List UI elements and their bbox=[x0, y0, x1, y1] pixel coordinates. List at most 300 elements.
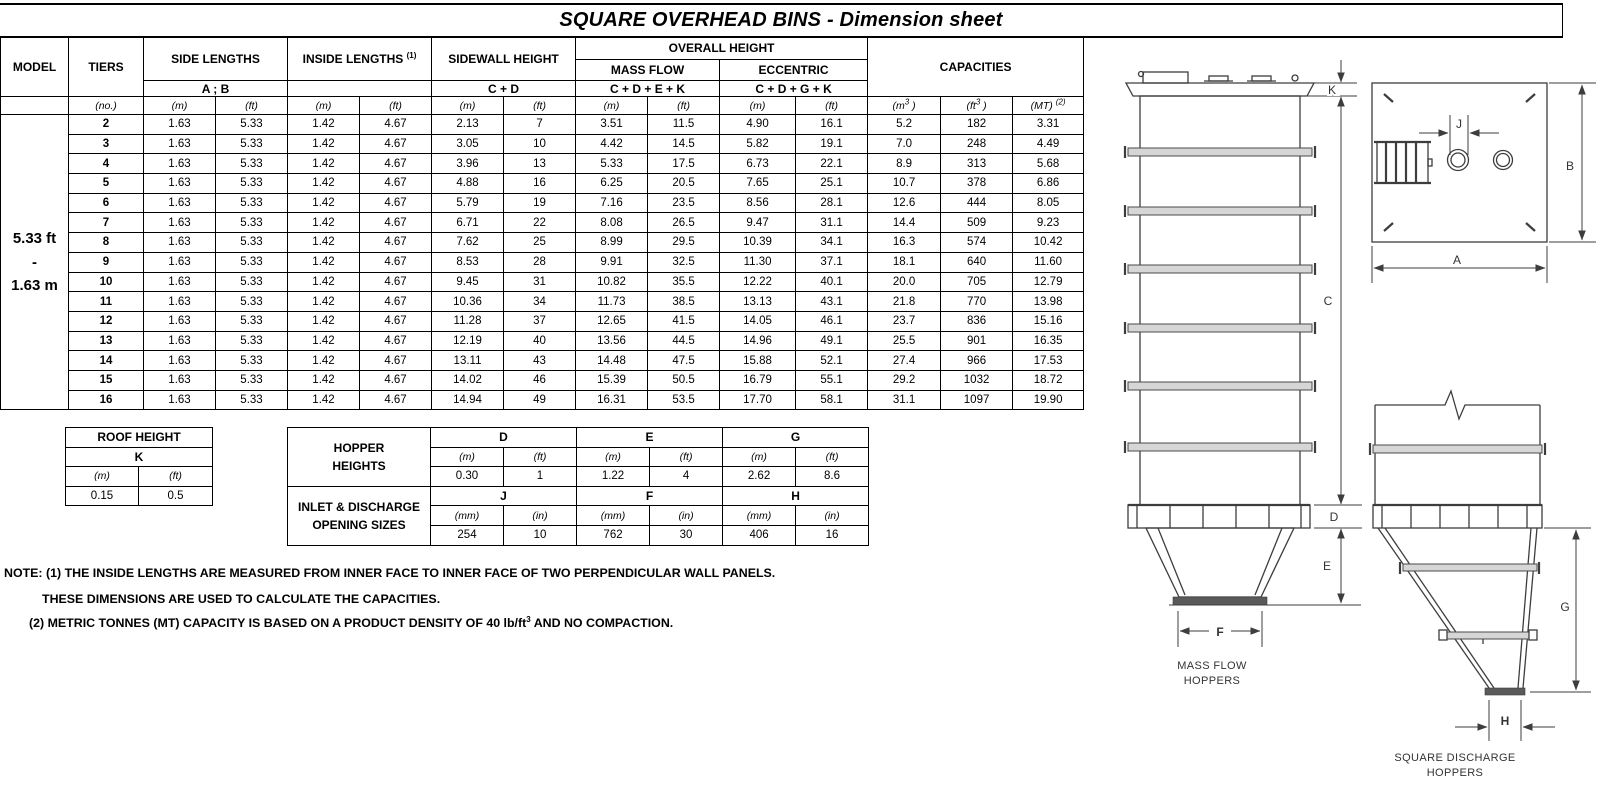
roof-cap-icon bbox=[1292, 75, 1298, 81]
roof-band bbox=[1126, 83, 1314, 96]
dimension-row bbox=[1, 134, 1084, 154]
cell-tiers: 16 bbox=[69, 390, 144, 410]
cell-value: 10.7 bbox=[868, 174, 941, 194]
hopper-symbol-D: D bbox=[431, 428, 577, 448]
sub-header-mass-flow: C + D + E + K bbox=[576, 81, 720, 97]
mass-flow-caption bbox=[1177, 660, 1247, 687]
dim-label-D: D bbox=[1329, 510, 1339, 524]
col-header-overall-height: OVERALL HEIGHT bbox=[576, 37, 868, 60]
cell-value: 14.48 bbox=[576, 351, 648, 371]
unit-cell: (ft) bbox=[360, 97, 432, 115]
cell-value: 1.42 bbox=[288, 193, 360, 213]
cell-value: 5.2 bbox=[868, 115, 941, 135]
cell-value: 1.63 bbox=[144, 213, 216, 233]
cell-value: 5.33 bbox=[216, 311, 288, 331]
sub-header-sidewall: C + D bbox=[432, 81, 576, 97]
cell-value: 22 bbox=[504, 213, 576, 233]
cell-value: 10 bbox=[504, 134, 576, 154]
unit-cell: (m) bbox=[576, 97, 648, 115]
cell-value: 1.63 bbox=[144, 390, 216, 410]
cell-value: 901 bbox=[941, 331, 1013, 351]
svg-text:HOPPERS: HOPPERS bbox=[1426, 767, 1484, 779]
cell-value: 6.86 bbox=[1013, 174, 1084, 194]
cell-value: 509 bbox=[941, 213, 1013, 233]
cell-value: 5.33 bbox=[216, 272, 288, 292]
cell-value: 11.28 bbox=[432, 311, 504, 331]
cell-value: 378 bbox=[941, 174, 1013, 194]
sub-header-eccentric: C + D + G + K bbox=[720, 81, 868, 97]
roof-vent-icon bbox=[1247, 76, 1276, 81]
cell-tiers: 2 bbox=[69, 115, 144, 135]
cell-value: 5.33 bbox=[216, 233, 288, 253]
unit-cell-model bbox=[1, 97, 69, 115]
cell-value: 41.5 bbox=[648, 311, 720, 331]
dimension-table bbox=[0, 36, 1084, 410]
opening-value: 406 bbox=[723, 525, 796, 545]
roof-value-ft: 0.5 bbox=[139, 486, 213, 506]
cell-value: 1.63 bbox=[144, 311, 216, 331]
hopper-unit: (ft) bbox=[650, 447, 723, 467]
dimension-D bbox=[1314, 505, 1362, 528]
cell-value: 1.42 bbox=[288, 311, 360, 331]
opening-sizes-label: INLET & DISCHARGE OPENING SIZES bbox=[288, 486, 431, 545]
cell-value: 19.90 bbox=[1013, 390, 1084, 410]
cell-value: 14.5 bbox=[648, 134, 720, 154]
eccentric-hopper bbox=[1378, 528, 1539, 695]
cell-value: 3.96 bbox=[432, 154, 504, 174]
cell-value: 12.22 bbox=[720, 272, 796, 292]
opening-unit: (in) bbox=[504, 506, 577, 526]
hopper-stiffener bbox=[1400, 562, 1539, 574]
svg-text:HOPPERS: HOPPERS bbox=[1183, 675, 1241, 687]
cell-value: 2.13 bbox=[432, 115, 504, 135]
inlet-opening-icon bbox=[1448, 150, 1469, 171]
dimension-E bbox=[1169, 529, 1361, 605]
cell-value: 23.7 bbox=[868, 311, 941, 331]
opening-value: 254 bbox=[431, 525, 504, 545]
cell-value: 16 bbox=[504, 174, 576, 194]
model-range-cell: 5.33 ft - 1.63 m bbox=[1, 115, 69, 410]
cell-value: 16.35 bbox=[1013, 331, 1084, 351]
cell-value: 28.1 bbox=[796, 193, 868, 213]
cell-value: 1.63 bbox=[144, 134, 216, 154]
hopper-unit: (m) bbox=[577, 447, 650, 467]
cell-value: 4.49 bbox=[1013, 134, 1084, 154]
svg-text:MASS FLOW: MASS FLOW bbox=[1177, 660, 1247, 672]
dimension-table-head bbox=[1, 37, 1084, 115]
cell-value: 1.63 bbox=[144, 115, 216, 135]
cell-value: 248 bbox=[941, 134, 1013, 154]
sub-header-inside-lengths bbox=[288, 81, 432, 97]
dimension-row bbox=[1, 311, 1084, 331]
cell-value: 13.56 bbox=[576, 331, 648, 351]
cell-value: 1.42 bbox=[288, 292, 360, 312]
note-3: (2) METRIC TONNES (MT) CAPACITY IS BASED ON A PRODUCT DENSITY OF 40 $lb/ft^3$ AND NO COMPACTION. bbox=[29, 614, 674, 630]
cell-value: 1.42 bbox=[288, 351, 360, 371]
cell-value: 444 bbox=[941, 193, 1013, 213]
cell-value: 7.65 bbox=[720, 174, 796, 194]
dimension-row bbox=[1, 351, 1084, 371]
unit-cell: (no.) bbox=[69, 97, 144, 115]
cell-value: 14.94 bbox=[432, 390, 504, 410]
discharge-caption bbox=[1394, 752, 1515, 779]
col-header-mass-flow: MASS FLOW bbox=[576, 60, 720, 81]
cell-value: 5.33 bbox=[216, 292, 288, 312]
cell-value: 1097 bbox=[941, 390, 1013, 410]
cell-value: 1.63 bbox=[144, 370, 216, 390]
cell-value: 14.96 bbox=[720, 331, 796, 351]
units-row bbox=[1, 97, 1084, 115]
cell-value: 966 bbox=[941, 351, 1013, 371]
cell-value: 4.67 bbox=[360, 351, 432, 371]
mass-flow-hopper bbox=[1146, 528, 1294, 605]
dimension-row bbox=[1, 154, 1084, 174]
cell-value: 14.4 bbox=[868, 213, 941, 233]
cell-tiers: 14 bbox=[69, 351, 144, 371]
break-line bbox=[1375, 391, 1540, 419]
opening-value: 16 bbox=[796, 525, 869, 545]
col-header-tiers: TIERS bbox=[69, 37, 144, 97]
hopper-unit: (m) bbox=[431, 447, 504, 467]
cell-value: 6.71 bbox=[432, 213, 504, 233]
cell-value: 44.5 bbox=[648, 331, 720, 351]
dim-label-J: J bbox=[1456, 117, 1462, 131]
cell-value: 23.5 bbox=[648, 193, 720, 213]
dimension-H bbox=[1455, 700, 1555, 741]
cell-value: 4.67 bbox=[360, 331, 432, 351]
opening-symbol-J: J bbox=[431, 486, 577, 506]
unit-cell: (ft) bbox=[216, 97, 288, 115]
note-1: NOTE: (1) THE INSIDE LENGTHS ARE MEASURED FROM INNER FACE TO INNER FACE OF TWO PERPENDICULAR WALL PANELS. bbox=[4, 566, 776, 580]
hopper-unit: (m) bbox=[723, 447, 796, 467]
cell-value: 1.42 bbox=[288, 213, 360, 233]
tier-bands bbox=[1125, 146, 1315, 453]
cell-value: 10.36 bbox=[432, 292, 504, 312]
cell-value: 8.99 bbox=[576, 233, 648, 253]
roof-manhole-icon bbox=[1143, 72, 1188, 83]
cell-value: 1.42 bbox=[288, 331, 360, 351]
cell-value: 13.98 bbox=[1013, 292, 1084, 312]
dimension-B bbox=[1549, 83, 1596, 242]
cell-value: 4.67 bbox=[360, 154, 432, 174]
inlet-opening-icon bbox=[1494, 151, 1513, 170]
roof-height-table bbox=[65, 427, 213, 506]
unit-cell: (ft) bbox=[504, 97, 576, 115]
cell-value: 5.33 bbox=[216, 193, 288, 213]
cell-value: 26.5 bbox=[648, 213, 720, 233]
hopper-symbol-E: E bbox=[577, 428, 723, 448]
unit-cell: (m) bbox=[144, 97, 216, 115]
cell-value: 11.60 bbox=[1013, 252, 1084, 272]
hopper-outlet-flange bbox=[1173, 597, 1267, 605]
dim-label-C: C bbox=[1323, 294, 1333, 308]
cell-value: 4.90 bbox=[720, 115, 796, 135]
cell-value: 1.42 bbox=[288, 154, 360, 174]
cell-value: 28 bbox=[504, 252, 576, 272]
cell-value: 35.5 bbox=[648, 272, 720, 292]
cell-value: 1.42 bbox=[288, 252, 360, 272]
cell-value: 4.67 bbox=[360, 311, 432, 331]
cell-value: 49 bbox=[504, 390, 576, 410]
cell-tiers: 9 bbox=[69, 252, 144, 272]
cell-value: 1.42 bbox=[288, 115, 360, 135]
cell-value: 29.2 bbox=[868, 370, 941, 390]
cell-value: 37.1 bbox=[796, 252, 868, 272]
hopper-table bbox=[287, 427, 869, 546]
svg-text:SQUARE DISCHARGE: SQUARE DISCHARGE bbox=[1394, 752, 1516, 764]
cell-value: 40.1 bbox=[796, 272, 868, 292]
cell-value: 1.42 bbox=[288, 390, 360, 410]
hopper-value: 2.62 bbox=[723, 467, 796, 487]
hopper-value: 1 bbox=[504, 467, 577, 487]
cell-value: 10.39 bbox=[720, 233, 796, 253]
mass-flow-bin-elevation bbox=[1125, 72, 1315, 606]
cell-value: 46 bbox=[504, 370, 576, 390]
cell-value: 4.67 bbox=[360, 174, 432, 194]
cell-value: 5.68 bbox=[1013, 154, 1084, 174]
cell-value: 34.1 bbox=[796, 233, 868, 253]
dimension-row bbox=[1, 370, 1084, 390]
opening-unit: (mm) bbox=[431, 506, 504, 526]
cell-tiers: 15 bbox=[69, 370, 144, 390]
cell-value: 5.33 bbox=[576, 154, 648, 174]
cell-value: 8.05 bbox=[1013, 193, 1084, 213]
cell-value: 1.63 bbox=[144, 252, 216, 272]
cell-value: 17.70 bbox=[720, 390, 796, 410]
note-2: THESE DIMENSIONS ARE USED TO CALCULATE THE CAPACITIES. bbox=[42, 592, 441, 606]
dimension-row bbox=[1, 233, 1084, 253]
unit-cell: (ft) bbox=[648, 97, 720, 115]
roof-unit-m: (m) bbox=[66, 467, 139, 487]
roof-unit-ft: (ft) bbox=[139, 467, 213, 487]
hopper-value: 8.6 bbox=[796, 467, 869, 487]
opening-value: 30 bbox=[650, 525, 723, 545]
cell-value: 836 bbox=[941, 311, 1013, 331]
cell-value: 22.1 bbox=[796, 154, 868, 174]
cell-value: 17.53 bbox=[1013, 351, 1084, 371]
cell-value: 640 bbox=[941, 252, 1013, 272]
cell-value: 5.33 bbox=[216, 154, 288, 174]
cell-tiers: 7 bbox=[69, 213, 144, 233]
cell-value: 16.3 bbox=[868, 233, 941, 253]
cell-value: 58.1 bbox=[796, 390, 868, 410]
cell-value: 11.30 bbox=[720, 252, 796, 272]
cell-value: 10.82 bbox=[576, 272, 648, 292]
cell-tiers: 13 bbox=[69, 331, 144, 351]
cell-value: 55.1 bbox=[796, 370, 868, 390]
cell-value: 4.67 bbox=[360, 292, 432, 312]
cell-value: 21.8 bbox=[868, 292, 941, 312]
hopper-unit: (ft) bbox=[504, 447, 577, 467]
dimension-A bbox=[1372, 246, 1547, 283]
cell-value: 17.5 bbox=[648, 154, 720, 174]
cell-value: 1.42 bbox=[288, 370, 360, 390]
cell-value: 12.79 bbox=[1013, 272, 1084, 292]
cell-value: 8.56 bbox=[720, 193, 796, 213]
cell-value: 20.0 bbox=[868, 272, 941, 292]
cell-value: 5.33 bbox=[216, 331, 288, 351]
cell-value: 43 bbox=[504, 351, 576, 371]
col-header-eccentric: ECCENTRIC bbox=[720, 60, 868, 81]
cell-value: 4.67 bbox=[360, 252, 432, 272]
cell-value: 574 bbox=[941, 233, 1013, 253]
cell-value: 7.62 bbox=[432, 233, 504, 253]
cell-value: 1.63 bbox=[144, 351, 216, 371]
cell-value: 15.16 bbox=[1013, 311, 1084, 331]
col-header-capacities: CAPACITIES bbox=[868, 37, 1084, 97]
cell-value: 3.31 bbox=[1013, 115, 1084, 135]
cell-value: 16.1 bbox=[796, 115, 868, 135]
cell-value: 5.33 bbox=[216, 252, 288, 272]
dimension-row bbox=[1, 390, 1084, 410]
unit-cell-mt: (MT) $^{(2)}$ bbox=[1013, 97, 1084, 115]
cell-value: 18.1 bbox=[868, 252, 941, 272]
cell-value: 10.42 bbox=[1013, 233, 1084, 253]
cell-value: 13.13 bbox=[720, 292, 796, 312]
cell-value: 27.4 bbox=[868, 351, 941, 371]
cell-value: 13.11 bbox=[432, 351, 504, 371]
cell-value: 25 bbox=[504, 233, 576, 253]
opening-unit: (in) bbox=[650, 506, 723, 526]
cell-value: 53.5 bbox=[648, 390, 720, 410]
cell-value: 25.1 bbox=[796, 174, 868, 194]
cell-tiers: 3 bbox=[69, 134, 144, 154]
roof-value-m: 0.15 bbox=[66, 486, 139, 506]
hopper-value: 0.30 bbox=[431, 467, 504, 487]
page-title: SQUARE OVERHEAD BINS - Dimension sheet bbox=[559, 9, 1003, 31]
dimension-row bbox=[1, 252, 1084, 272]
cell-value: 5.33 bbox=[216, 174, 288, 194]
cell-value: 16.31 bbox=[576, 390, 648, 410]
dimension-row bbox=[1, 174, 1084, 194]
dimension-G bbox=[1530, 528, 1591, 692]
cell-value: 12.6 bbox=[868, 193, 941, 213]
cell-value: 34 bbox=[504, 292, 576, 312]
cell-value: 1.63 bbox=[144, 193, 216, 213]
dim-label-A: A bbox=[1452, 253, 1462, 267]
cell-value: 1.63 bbox=[144, 154, 216, 174]
cell-value: 5.33 bbox=[216, 351, 288, 371]
roof-vent-icon bbox=[1204, 76, 1233, 81]
cell-value: 7.16 bbox=[576, 193, 648, 213]
unit-cell: (m) bbox=[432, 97, 504, 115]
col-header-model: MODEL bbox=[1, 37, 69, 97]
dimension-row bbox=[1, 272, 1084, 292]
cell-value: 5.33 bbox=[216, 370, 288, 390]
dimension-table-body bbox=[1, 115, 1084, 410]
cell-value: 11.5 bbox=[648, 115, 720, 135]
cell-value: 9.91 bbox=[576, 252, 648, 272]
cell-value: 25.5 bbox=[868, 331, 941, 351]
cell-value: 4.67 bbox=[360, 193, 432, 213]
cell-value: 9.23 bbox=[1013, 213, 1084, 233]
cell-value: 4.67 bbox=[360, 134, 432, 154]
cell-value: 1.63 bbox=[144, 292, 216, 312]
cell-tiers: 6 bbox=[69, 193, 144, 213]
cell-value: 1.42 bbox=[288, 272, 360, 292]
dimension-row bbox=[1, 115, 1084, 135]
roof-symbol: K bbox=[66, 447, 213, 467]
cell-value: 47.5 bbox=[648, 351, 720, 371]
cell-value: 5.33 bbox=[216, 134, 288, 154]
cell-value: 8.08 bbox=[576, 213, 648, 233]
cell-value: 1032 bbox=[941, 370, 1013, 390]
cell-value: 20.5 bbox=[648, 174, 720, 194]
unit-cell-m3: ($m^3$ ) bbox=[868, 97, 941, 115]
cell-value: 15.88 bbox=[720, 351, 796, 371]
dimension-C bbox=[1324, 97, 1341, 504]
dimension-row bbox=[1, 292, 1084, 312]
cell-value: 770 bbox=[941, 292, 1013, 312]
unit-cell: (m) bbox=[720, 97, 796, 115]
cell-value: 5.33 bbox=[216, 213, 288, 233]
hopper-symbol-G: G bbox=[723, 428, 869, 448]
cell-value: 313 bbox=[941, 154, 1013, 174]
cell-value: 7.0 bbox=[868, 134, 941, 154]
hopper-value: 4 bbox=[650, 467, 723, 487]
cell-value: 46.1 bbox=[796, 311, 868, 331]
dimension-row bbox=[1, 331, 1084, 351]
technical-drawing bbox=[1085, 35, 1621, 799]
cell-value: 43.1 bbox=[796, 292, 868, 312]
col-header-side-lengths: SIDE LENGTHS bbox=[144, 37, 288, 81]
hopper-value: 1.22 bbox=[577, 467, 650, 487]
cell-value: 4.67 bbox=[360, 370, 432, 390]
cell-value: 4.42 bbox=[576, 134, 648, 154]
cell-value: 1.63 bbox=[144, 233, 216, 253]
cell-value: 13 bbox=[504, 154, 576, 174]
cell-value: 29.5 bbox=[648, 233, 720, 253]
hopper-heights-label: HOPPER HEIGHTS bbox=[288, 428, 431, 487]
dim-label-B: B bbox=[1565, 159, 1575, 173]
tier-band bbox=[1370, 443, 1545, 455]
dim-label-K: K bbox=[1327, 83, 1337, 97]
unit-cell: (ft) bbox=[796, 97, 868, 115]
opening-symbol-F: F bbox=[577, 486, 723, 506]
cell-value: 52.1 bbox=[796, 351, 868, 371]
opening-value: 762 bbox=[577, 525, 650, 545]
cell-value: 19 bbox=[504, 193, 576, 213]
cell-value: 4.67 bbox=[360, 233, 432, 253]
cell-value: 12.65 bbox=[576, 311, 648, 331]
cell-value: 32.5 bbox=[648, 252, 720, 272]
cell-value: 1.63 bbox=[144, 174, 216, 194]
cell-value: 9.45 bbox=[432, 272, 504, 292]
eccentric-bin-elevation bbox=[1370, 391, 1545, 695]
cell-value: 705 bbox=[941, 272, 1013, 292]
inside-lengths-footnote-ref: (1) bbox=[406, 50, 417, 60]
cell-tiers: 10 bbox=[69, 272, 144, 292]
cell-tiers: 12 bbox=[69, 311, 144, 331]
inlet-grating-icon bbox=[1374, 142, 1432, 183]
cell-value: 31.1 bbox=[868, 390, 941, 410]
cell-value: 182 bbox=[941, 115, 1013, 135]
ring-beam bbox=[1373, 505, 1542, 528]
opening-unit: (mm) bbox=[577, 506, 650, 526]
cell-value: 6.73 bbox=[720, 154, 796, 174]
cell-value: 3.51 bbox=[576, 115, 648, 135]
opening-unit: (in) bbox=[796, 506, 869, 526]
cell-value: 4.67 bbox=[360, 115, 432, 135]
dim-label-G: G bbox=[1560, 600, 1570, 614]
cell-tiers: 11 bbox=[69, 292, 144, 312]
cell-value: 1.42 bbox=[288, 174, 360, 194]
cell-value: 14.02 bbox=[432, 370, 504, 390]
cell-value: 8.9 bbox=[868, 154, 941, 174]
cell-value: 4.88 bbox=[432, 174, 504, 194]
opening-unit: (mm) bbox=[723, 506, 796, 526]
cell-value: 5.33 bbox=[216, 115, 288, 135]
